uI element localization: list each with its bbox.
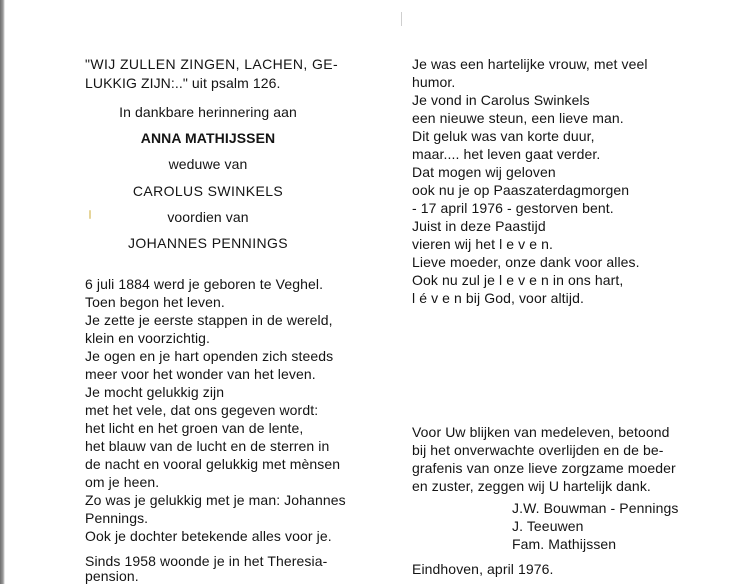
poem-line: Je zette je eerste stappen in de wereld, <box>85 312 333 328</box>
poem-line: om je heen. <box>85 474 160 490</box>
poem-line: 6 juli 1884 werd je geboren te Veghel. <box>85 276 324 292</box>
first-husband-name: JOHANNES PENNINGS <box>127 235 289 251</box>
poem-line: het licht en het groen van de lente, <box>85 420 304 436</box>
page-edge-shadow <box>0 0 5 584</box>
fold-mark <box>401 12 402 26</box>
poem-line: maar.... het leven gaat verder. <box>412 146 601 162</box>
previously-of-label: voordien van <box>167 209 249 225</box>
poem-line: Juist in deze Paastijd <box>412 218 546 234</box>
poem-line: Je mocht gelukkig zijn <box>85 384 225 400</box>
poem-line: Je vond in Carolus Swinkels <box>412 92 590 108</box>
poem-line: het blauw van de lucht en de sterren in <box>85 438 330 454</box>
husband-name: CAROLUS SWINKELS <box>132 183 284 199</box>
poem-line: l é v e n bij God, voor altijd. <box>412 290 584 306</box>
psalm-quote-line-1: "WIJ ZULLEN ZINGEN, LACHEN, GE- <box>85 56 339 72</box>
poem-line: met het vele, dat ons gegeven wordt: <box>85 402 319 418</box>
poem-line: humor. <box>412 74 456 90</box>
widow-of-label: weduwe van <box>168 156 248 172</box>
psalm-quote-line-2: LUKKIG ZIJN:.." uit psalm 126. <box>85 75 281 91</box>
poem-line: vieren wij het l e v e n. <box>412 236 554 252</box>
memory-line: In dankbare herinnering aan <box>119 104 297 120</box>
poem-line: Toen begon het leven. <box>85 294 225 310</box>
poem-line: Ook nu zul je l e v e n in ons hart, <box>412 272 624 288</box>
poem-line: een nieuwe steun, een lieve man. <box>412 110 624 126</box>
thanks-line: bij het onverwachte overlijden en de be- <box>412 442 664 458</box>
signatory: J.W. Bouwman - Pennings <box>512 500 679 516</box>
closing-line: Sinds 1958 woonde je in het Theresia- <box>85 553 328 569</box>
poem-line: - 17 april 1976 - gestorven bent. <box>412 200 614 216</box>
place-date: Eindhoven, april 1976. <box>412 561 554 577</box>
poem-line: meer voor het wonder van het leven. <box>85 366 316 382</box>
deceased-name: ANNA MATHIJSSEN <box>140 130 276 146</box>
poem-line: klein en voorzichtig. <box>85 330 211 346</box>
poem-line: de nacht en vooral gelukkig met mènsen <box>85 456 341 472</box>
thanks-line: grafenis van onze lieve zorgzame moeder <box>412 460 676 476</box>
poem-line: Lieve moeder, onze dank voor alles. <box>412 254 640 270</box>
poem-line: ook nu je op Paaszaterdagmorgen <box>412 182 630 198</box>
poem-line: Je ogen en je hart openden zich steeds <box>85 348 334 364</box>
poem-line: Ook je dochter betekende alles voor je. <box>85 528 332 544</box>
thanks-line: en zuster, zeggen wij U hartelijk dank. <box>412 478 651 494</box>
poem-line: Dat mogen wij geloven <box>412 164 556 180</box>
poem-line: Pennings. <box>85 510 149 526</box>
poem-line: Dit geluk was van korte duur, <box>412 128 595 144</box>
signatory: J. Teeuwen <box>512 518 584 534</box>
closing-line: pension. <box>85 568 139 584</box>
signatory: Fam. Mathijssen <box>512 536 617 552</box>
poem-line: Zo was je gelukkig met je man: Johannes <box>85 492 346 508</box>
poem-line: Je was een hartelijke vrouw, met veel <box>412 56 648 72</box>
thanks-line: Voor Uw blijken van medeleven, betoond <box>412 424 670 440</box>
